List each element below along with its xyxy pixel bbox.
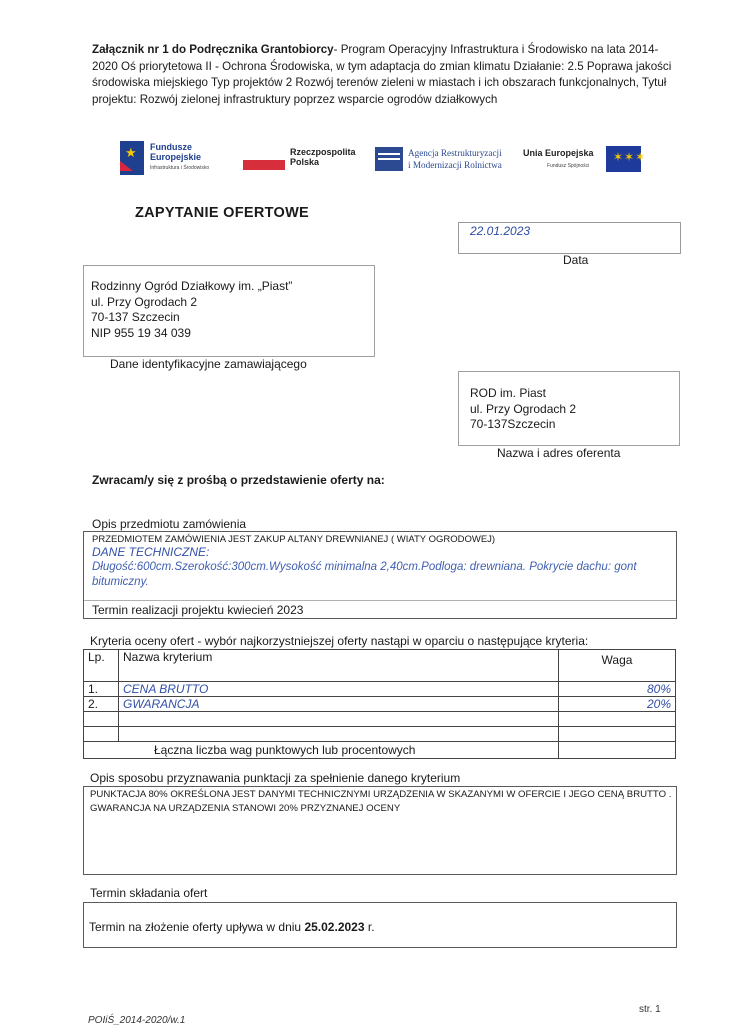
- sum-value[interactable]: [559, 742, 676, 759]
- deadline-text-before: Termin na złożenie oferty upływa w dniu: [89, 920, 302, 934]
- empty-cell[interactable]: [559, 727, 676, 742]
- table-row-empty: [84, 727, 676, 742]
- bidder-line-3: 70-137Szczecin: [470, 417, 556, 431]
- table-row: [84, 682, 676, 697]
- row-nazwa[interactable]: GWARANCJA: [119, 697, 559, 712]
- deadline-text-after: r.: [367, 920, 375, 934]
- ar-line2: i Modernizacji Rolnictwa: [408, 160, 502, 170]
- ordering-line-4: NIP 955 19 34 039: [91, 325, 191, 340]
- criteria-table: [83, 649, 676, 759]
- ordering-party-details: [91, 279, 292, 341]
- ue-sub: Fundusz Spójności: [547, 163, 590, 169]
- row-lp: 2.: [84, 697, 119, 712]
- ue-line1: Unia Europejska: [523, 148, 594, 158]
- ordering-line-2: ul. Przy Ogrodach 2: [91, 294, 198, 309]
- empty-cell[interactable]: [84, 712, 119, 727]
- scoring-text: PUNKTACJA 80% OKREŚLONA JEST DANYMI TECHNICZNYMI URZĄDZENIA W SKAZANYMI W OFERCIE I JEGO CENĄ BRUTTO . GWARANCJA NA URZĄDZENIA STANOWI 20% PRZYZNANEJ OCENY: [90, 789, 672, 814]
- header-paragraph: [92, 42, 677, 108]
- row-waga[interactable]: 20%: [559, 697, 676, 712]
- fe-line1: Fundusze: [150, 142, 192, 152]
- header-waga: Waga: [559, 650, 676, 682]
- criteria-label: Kryteria oceny ofert - wybór najkorzystniejszej oferty nastąpi w oparciu o następujące kryteria:: [90, 634, 589, 648]
- fe-sub: Infrastruktura i Środowisko: [150, 165, 210, 171]
- tech-title: DANE TECHNICZNE:: [92, 545, 210, 559]
- row-nazwa[interactable]: CENA BRUTTO: [119, 682, 559, 697]
- fundusze-europejskie-logo: [120, 139, 240, 179]
- row-lp: 1.: [84, 682, 119, 697]
- sum-label: Łączna liczba wag punktowych lub procentowych: [84, 742, 559, 759]
- empty-cell[interactable]: [559, 712, 676, 727]
- subject-text: PRZEDMIOTEM ZAMÓWIENIA JEST ZAKUP ALTANY DREWNIANEJ ( WIATY OGRODOWEJ): [92, 534, 496, 545]
- header-program-text: - Program Operacyjny Infrastruktura i Środowisko na lata 2014-2020 Oś priorytetowa II - Ochrona Środowiska, w tym adaptacja do zmian klimatu Działanie: 2.5 Poprawa jakości środowiska miejskiego Typ projektów 2 Rozwój terenów zieleni w miastach i ich obszarach funkcjonalnych, Tytuł projektu: Rozwój zielonej infrastruktury poprzez wsparcie ogrodów działkowych: [92, 43, 672, 106]
- arimr-symbol-icon: [375, 147, 403, 171]
- criteria-header-row: [84, 650, 676, 682]
- header-annex-title: Załącznik nr 1 do Podręcznika Grantobiorcy: [92, 43, 334, 56]
- empty-cell[interactable]: [84, 727, 119, 742]
- page-number: str. 1: [639, 1004, 661, 1015]
- rp-line2: Polska: [290, 157, 320, 167]
- realization-term: Termin realizacji projektu kwiecień 2023: [92, 603, 304, 617]
- unia-europejska-logo: [523, 144, 647, 176]
- ordering-party-label: Dane identyfikacyjne zamawiającego: [110, 357, 307, 371]
- eu-flag-icon: ✶✶✶: [606, 146, 641, 172]
- ordering-line-1: Rodzinny Ogród Działkowy im. „Piast”: [91, 279, 293, 293]
- bidder-label: Nazwa i adres oferenta: [497, 446, 621, 460]
- ar-line1: Agencja Restrukturyzacji: [408, 148, 502, 158]
- empty-cell[interactable]: [119, 712, 559, 727]
- row-waga[interactable]: 80%: [559, 682, 676, 697]
- empty-cell[interactable]: [119, 727, 559, 742]
- table-row: [84, 697, 676, 712]
- header-lp: Lp.: [84, 650, 119, 682]
- table-row-empty: [84, 712, 676, 727]
- tech-description: Długość:600cm.Szerokość:300cm.Wysokość minimalna 2,40cm.Podloga: drewniana. Pokrycie dachu: gont bitumiczny.: [92, 561, 637, 588]
- rp-line1: Rzeczpospolita: [290, 147, 356, 157]
- date-value: 22.01.2023: [470, 224, 531, 238]
- scoring-label: Opis sposobu przyznawania punktacji za spełnienie danego kryterium: [90, 771, 461, 785]
- bidder-line-1: ROD im. Piast: [470, 386, 547, 400]
- subject-label: Opis przedmiotu zamówienia: [92, 517, 247, 531]
- request-heading: Zwracam/y się z prośbą o przedstawienie oferty na:: [92, 473, 385, 487]
- document-title: ZAPYTANIE OFERTOWE: [135, 205, 310, 221]
- footer-code: POIiŚ_2014-2020/w.1: [88, 1015, 186, 1026]
- arimr-logo: [375, 143, 515, 179]
- deadline-text: [89, 920, 375, 934]
- sum-row: [84, 742, 676, 759]
- bidder-details: [470, 386, 576, 433]
- deadline-date: 25.02.2023: [304, 920, 365, 934]
- date-label: Data: [563, 253, 589, 267]
- subject-divider: [84, 600, 676, 601]
- bidder-line-2: ul. Przy Ogrodach 2: [470, 401, 577, 416]
- header-nazwa: Nazwa kryterium: [119, 650, 559, 682]
- rzeczpospolita-polska-logo: [243, 140, 368, 176]
- fe-line2: Europejskie: [150, 152, 202, 162]
- ordering-line-3: 70-137 Szczecin: [91, 310, 180, 324]
- fe-flag-icon: ★: [120, 141, 144, 175]
- deadline-label: Termin składania ofert: [90, 886, 208, 900]
- pl-flag-icon: [243, 160, 285, 170]
